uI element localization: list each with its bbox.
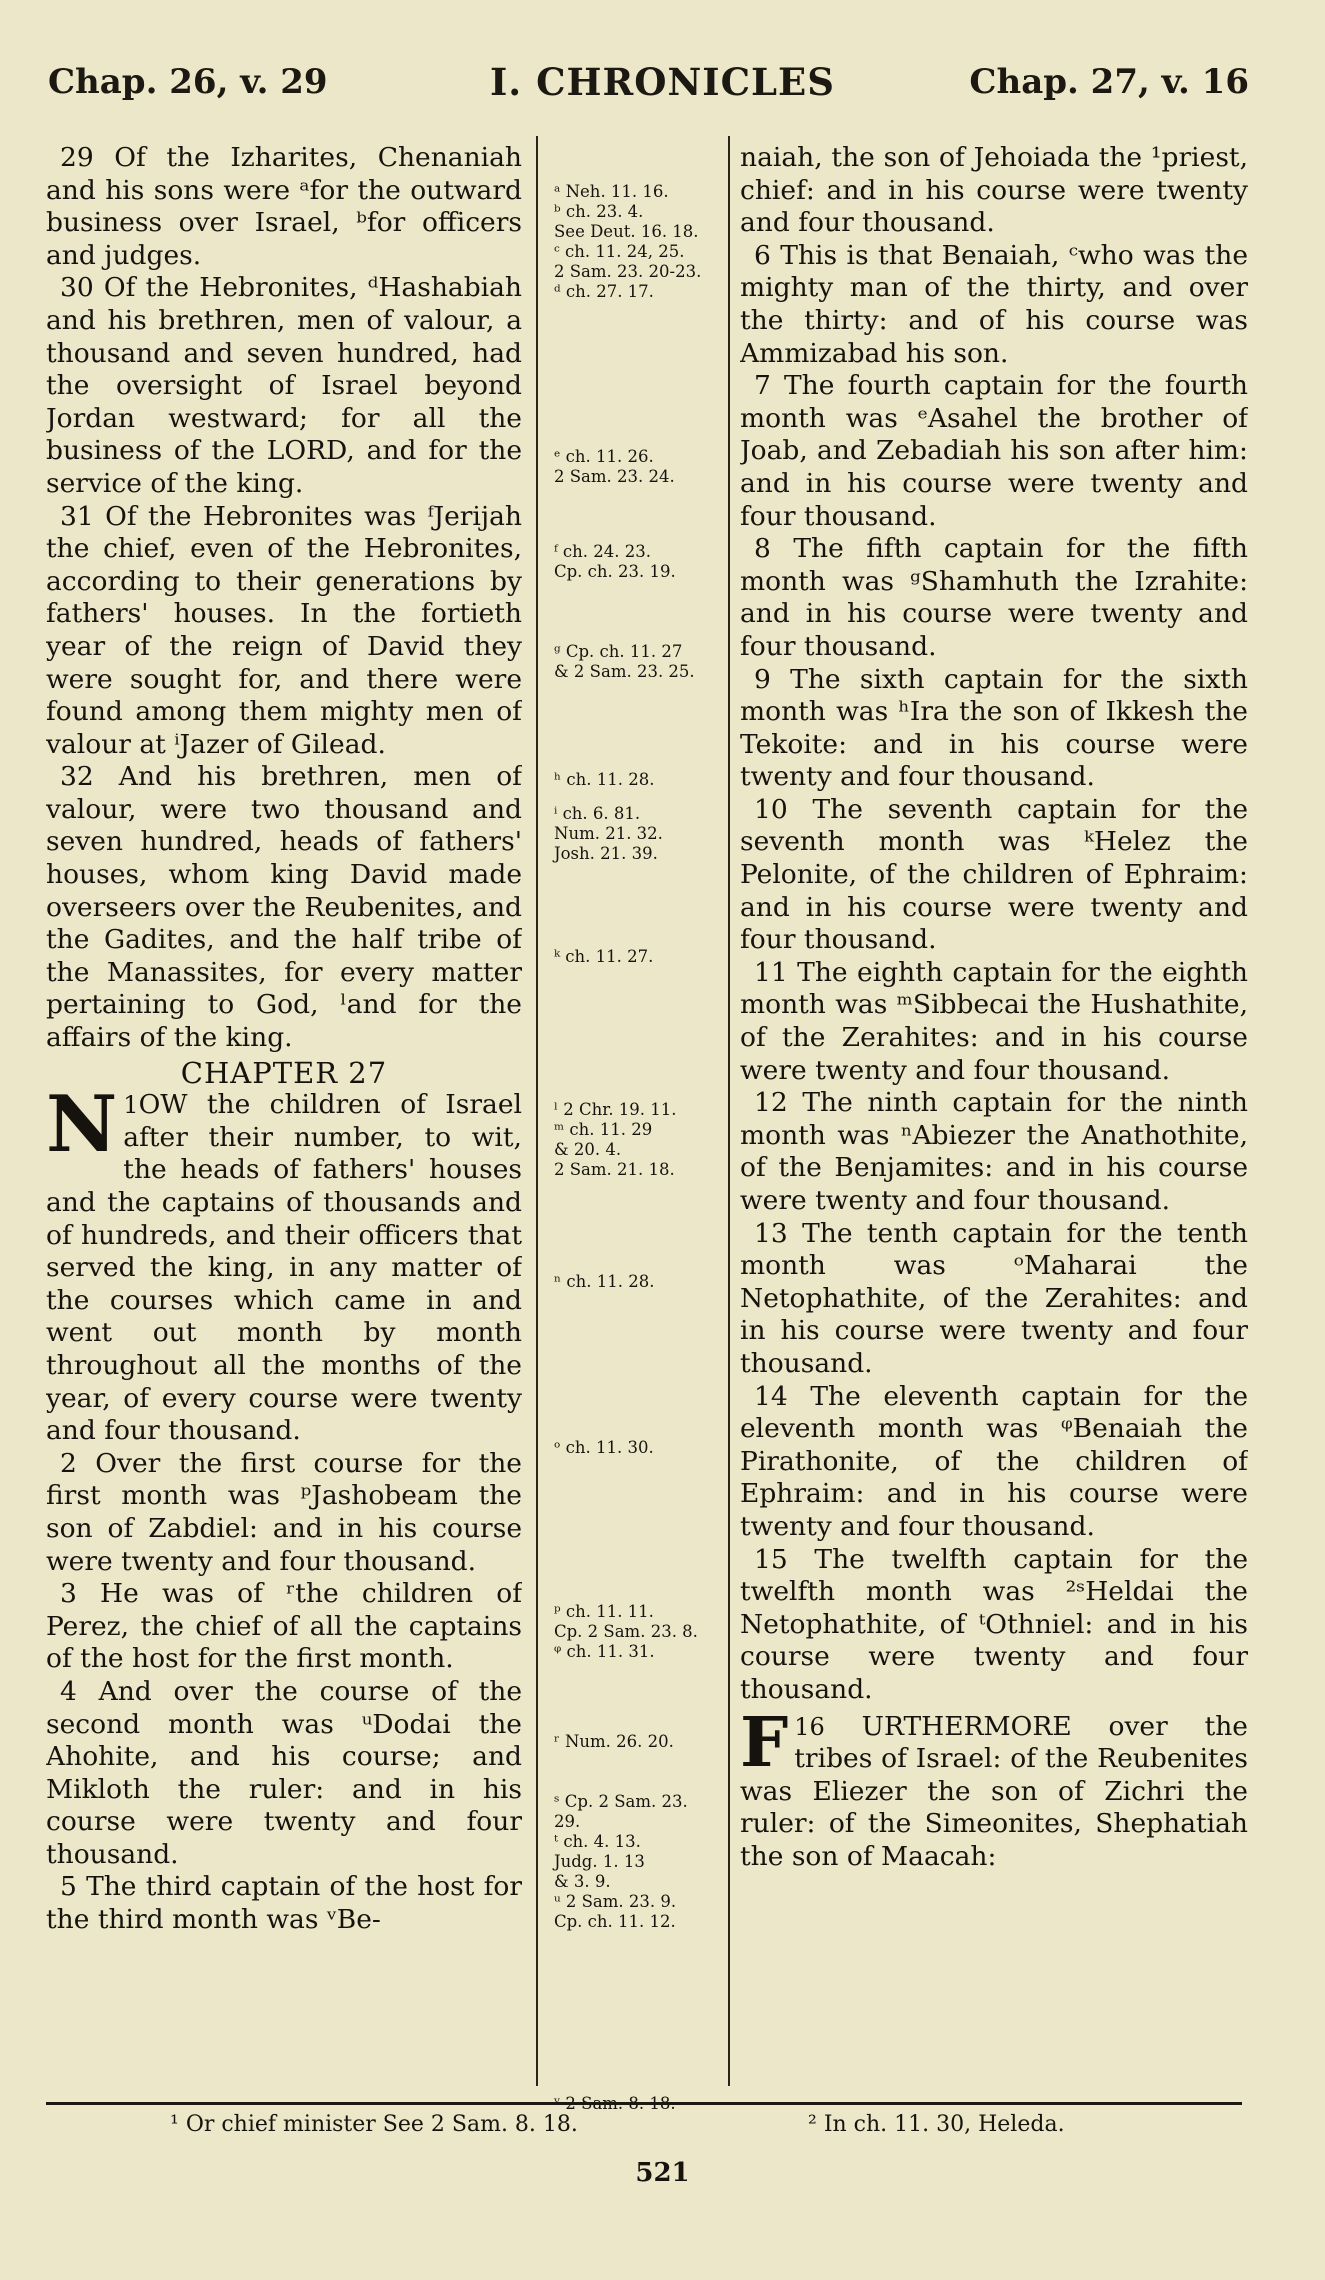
verse-16-number: 16: [794, 1712, 825, 1741]
verse-31: 31 Of the Hebronites was ᶠJerijah the chief, even of the Hebronites, according to their generations by fathers' houses. In the fortieth year of the reign of David they were sought for, and there were found among them mighty men of valour at ⁱJazer of Gilead.: [46, 500, 522, 760]
ref-group: [544, 182, 724, 302]
verse-5-continued: naiah, the son of Jehoiada the ¹priest, chief: and in his course were twenty and four thousand.: [740, 142, 1248, 239]
ref-line: Cp. ch. 11. 12.: [554, 1912, 676, 1931]
verse-3: 3 He was of ʳthe children of Perez, the chief of all the captains of the host for the first month.: [46, 1578, 522, 1675]
verse-12: 12 The ninth captain for the ninth month was ⁿAbiezer the Anathothite, of the Benjamites: and in his course were twenty and four thousand.: [740, 1087, 1248, 1216]
ref-group: [544, 770, 724, 790]
verse-2: 2 Over the first course for the first month was ᵖJashobeam the son of Zabdiel: and in his course were twenty and four thousand.: [46, 1447, 522, 1577]
ref-line: ᵘ 2 Sam. 23. 9.: [554, 1892, 677, 1911]
ref-group: [544, 804, 724, 864]
verse-10: 10 The seventh captain for the seventh month was ᵏHelez the Pelonite, of the children of Ephraim: and in his course were twenty and four thousand.: [740, 793, 1248, 956]
ref-group: [544, 947, 724, 967]
ref-group: [544, 642, 724, 682]
verse-29: 29 Of the Izharites, Chenaniah and his sons were ᵃfor the outward business over Israel, ᵇfor officers and judges.: [46, 142, 522, 271]
ref-line: ᵉ ch. 11. 26.: [554, 447, 654, 466]
ref-line: ᶠ ch. 24. 23.: [554, 542, 651, 561]
verse-7: 7 The fourth captain for the fourth month was ᵉAsahel the brother of Joab, and Zebadiah his son after him: and in his course were twenty and four thousand.: [740, 370, 1248, 532]
ref-line: & 2 Sam. 23. 25.: [554, 662, 695, 681]
verse-1-number: 1: [123, 1091, 139, 1120]
ref-line: 2 Sam. 23. 20-23.: [554, 262, 702, 281]
ref-line: See Deut. 16. 18.: [554, 222, 699, 241]
verse-15: 15 The twelfth captain for the twelfth month was ²ˢHeldai the Netophathite, of ᵗOthniel: and in his course were twenty and four thousand.: [740, 1543, 1248, 1705]
footnote-rule: [46, 2102, 1242, 2105]
ref-line: ᵠ ch. 11. 31.: [554, 1642, 655, 1661]
ref-line: Cp. ch. 23. 19.: [554, 562, 676, 581]
ref-line: ᵈ ch. 27. 17.: [554, 282, 654, 301]
ref-line: ʰ ch. 11. 28.: [554, 770, 655, 789]
ref-line: 29.: [554, 1812, 581, 1831]
verse-16: [740, 1702, 1248, 1874]
ref-line: ˢ Cp. 2 Sam. 23.: [554, 1792, 688, 1811]
verse-4: 4 And over the course of the second month was ᵘDodai the Ahohite, and his course; and Mikloth the ruler: and in his course were twenty and four thousand.: [46, 1675, 522, 1870]
ref-line: Cp. 2 Sam. 23. 8.: [554, 1622, 698, 1641]
ref-line: & 20. 4.: [554, 1140, 622, 1159]
ref-line: ˡ 2 Chr. 19. 11.: [554, 1100, 677, 1119]
left-text-column: [46, 142, 522, 2087]
cross-reference-column: [544, 142, 724, 2087]
ref-line: ᵍ Cp. ch. 11. 27: [554, 642, 683, 661]
ref-line: ⁱ ch. 6. 81.: [554, 804, 641, 823]
ref-line: ᵏ ch. 11. 27.: [554, 947, 654, 966]
ref-group: [544, 1732, 724, 1752]
running-head-left: Chap. 26, v. 29: [48, 62, 328, 102]
page-number: 521: [635, 2158, 690, 2188]
ref-line: ᵇ ch. 23. 4.: [554, 202, 644, 221]
ref-group: [544, 1792, 724, 1932]
ref-group: [544, 1100, 724, 1180]
right-text-column: [740, 142, 1248, 2087]
ref-line: Judg. 1. 13: [554, 1852, 645, 1871]
verse-14: 14 The eleventh captain for the eleventh month was ᵠBenaiah the Pirathonite, of the children of Ephraim: and in his course were twenty and four thousand.: [740, 1380, 1248, 1542]
verse-11: 11 The eighth captain for the eighth month was ᵐSibbecai the Hushathite, of the Zerahites: and in his course were twenty and four thousand.: [740, 956, 1248, 1086]
column-rule-right: [728, 136, 730, 2086]
ref-group: [544, 1272, 724, 1292]
ref-line: ᵐ ch. 11. 29: [554, 1120, 653, 1139]
ref-group: [544, 1602, 724, 1662]
verse-6: 6 This is that Benaiah, ᶜwho was the mighty man of the thirty, and over the thirty: and of his course was Ammizabad his son.: [740, 239, 1248, 369]
verse-9: 9 The sixth captain for the sixth month was ʰIra the son of Ikkesh the Tekoite: and in his course were twenty and four thousand.: [740, 663, 1248, 793]
drop-cap-n: N: [46, 1079, 118, 1171]
ref-line: ʳ Num. 26. 20.: [554, 1732, 674, 1751]
verse-1: [46, 1079, 522, 1448]
footnote-1: ¹ Or chief minister See 2 Sam. 8. 18.: [170, 2112, 578, 2137]
verse-16-text: URTHERMORE over the tribes of Israel: of the Reubenites was Eliezer the son of Zichri the ruler: of the Simeonites, Shephatiah the son of Maacah:: [740, 1710, 1248, 1872]
ref-line: & 3. 9.: [554, 1872, 611, 1891]
ref-line: Num. 21. 32.: [554, 824, 663, 843]
drop-cap-f: F: [740, 1702, 789, 1783]
verse-1-text: OW the children of Israel after their number, to wit, the heads of fathers' houses and the captains of thousands and of hundreds, and their officers that served the king, in any matter of the courses which came in and went out month by month throughout all the months of the year, of every course were twenty and four thousand.: [46, 1089, 522, 1447]
ref-line: 2 Sam. 23. 24.: [554, 467, 675, 486]
ref-line: ᵗ ch. 4. 13.: [554, 1832, 641, 1851]
verse-8: 8 The fifth captain for the fifth month was ᵍShamhuth the Izrahite: and in his course were twenty and four thousand.: [740, 533, 1248, 662]
verse-32: 32 And his brethren, men of valour, were two thousand and seven hundred, heads of fathers' houses, whom king David made overseers over the Reubenites, and the Gadites, and the half tribe of the Manassites, for every matter pertaining to God, ˡand for the affairs of the king.: [46, 761, 522, 1054]
footnote-2: ² In ch. 11. 30, Heleda.: [808, 2112, 1065, 2137]
verse-13: 13 The tenth captain for the tenth month was ᵒMaharai the Netophathite, of the Zerahites: and in his course were twenty and four thousand.: [740, 1217, 1248, 1379]
ref-line: ᵒ ch. 11. 30.: [554, 1438, 654, 1457]
column-rule-left: [536, 136, 538, 2086]
ref-line: ᵃ Neh. 11. 16.: [554, 182, 669, 201]
ref-group: [544, 447, 724, 487]
ref-line: 2 Sam. 21. 18.: [554, 1160, 675, 1179]
chapter-heading: CHAPTER 27: [180, 1055, 388, 1090]
ref-group: [544, 542, 724, 582]
verse-30: 30 Of the Hebronites, ᵈHashabiah and his brethren, men of valour, a thousand and seven hundred, had the oversight of Israel beyond Jordan westward; for all the business of the LORD, and for the service of the king.: [46, 272, 522, 499]
ref-line: ᶜ ch. 11. 24, 25.: [554, 242, 685, 261]
book-title: I. CHRONICLES: [490, 60, 835, 104]
verse-5: 5 The third captain of the host for the third month was ᵛBe-: [46, 1871, 522, 1936]
ref-line: ᵖ ch. 11. 11.: [554, 1602, 654, 1621]
running-head-right: Chap. 27, v. 16: [969, 62, 1249, 102]
ref-line: ⁿ ch. 11. 28.: [554, 1272, 655, 1291]
ref-group: [544, 1438, 724, 1458]
ref-line: Josh. 21. 39.: [554, 844, 658, 863]
